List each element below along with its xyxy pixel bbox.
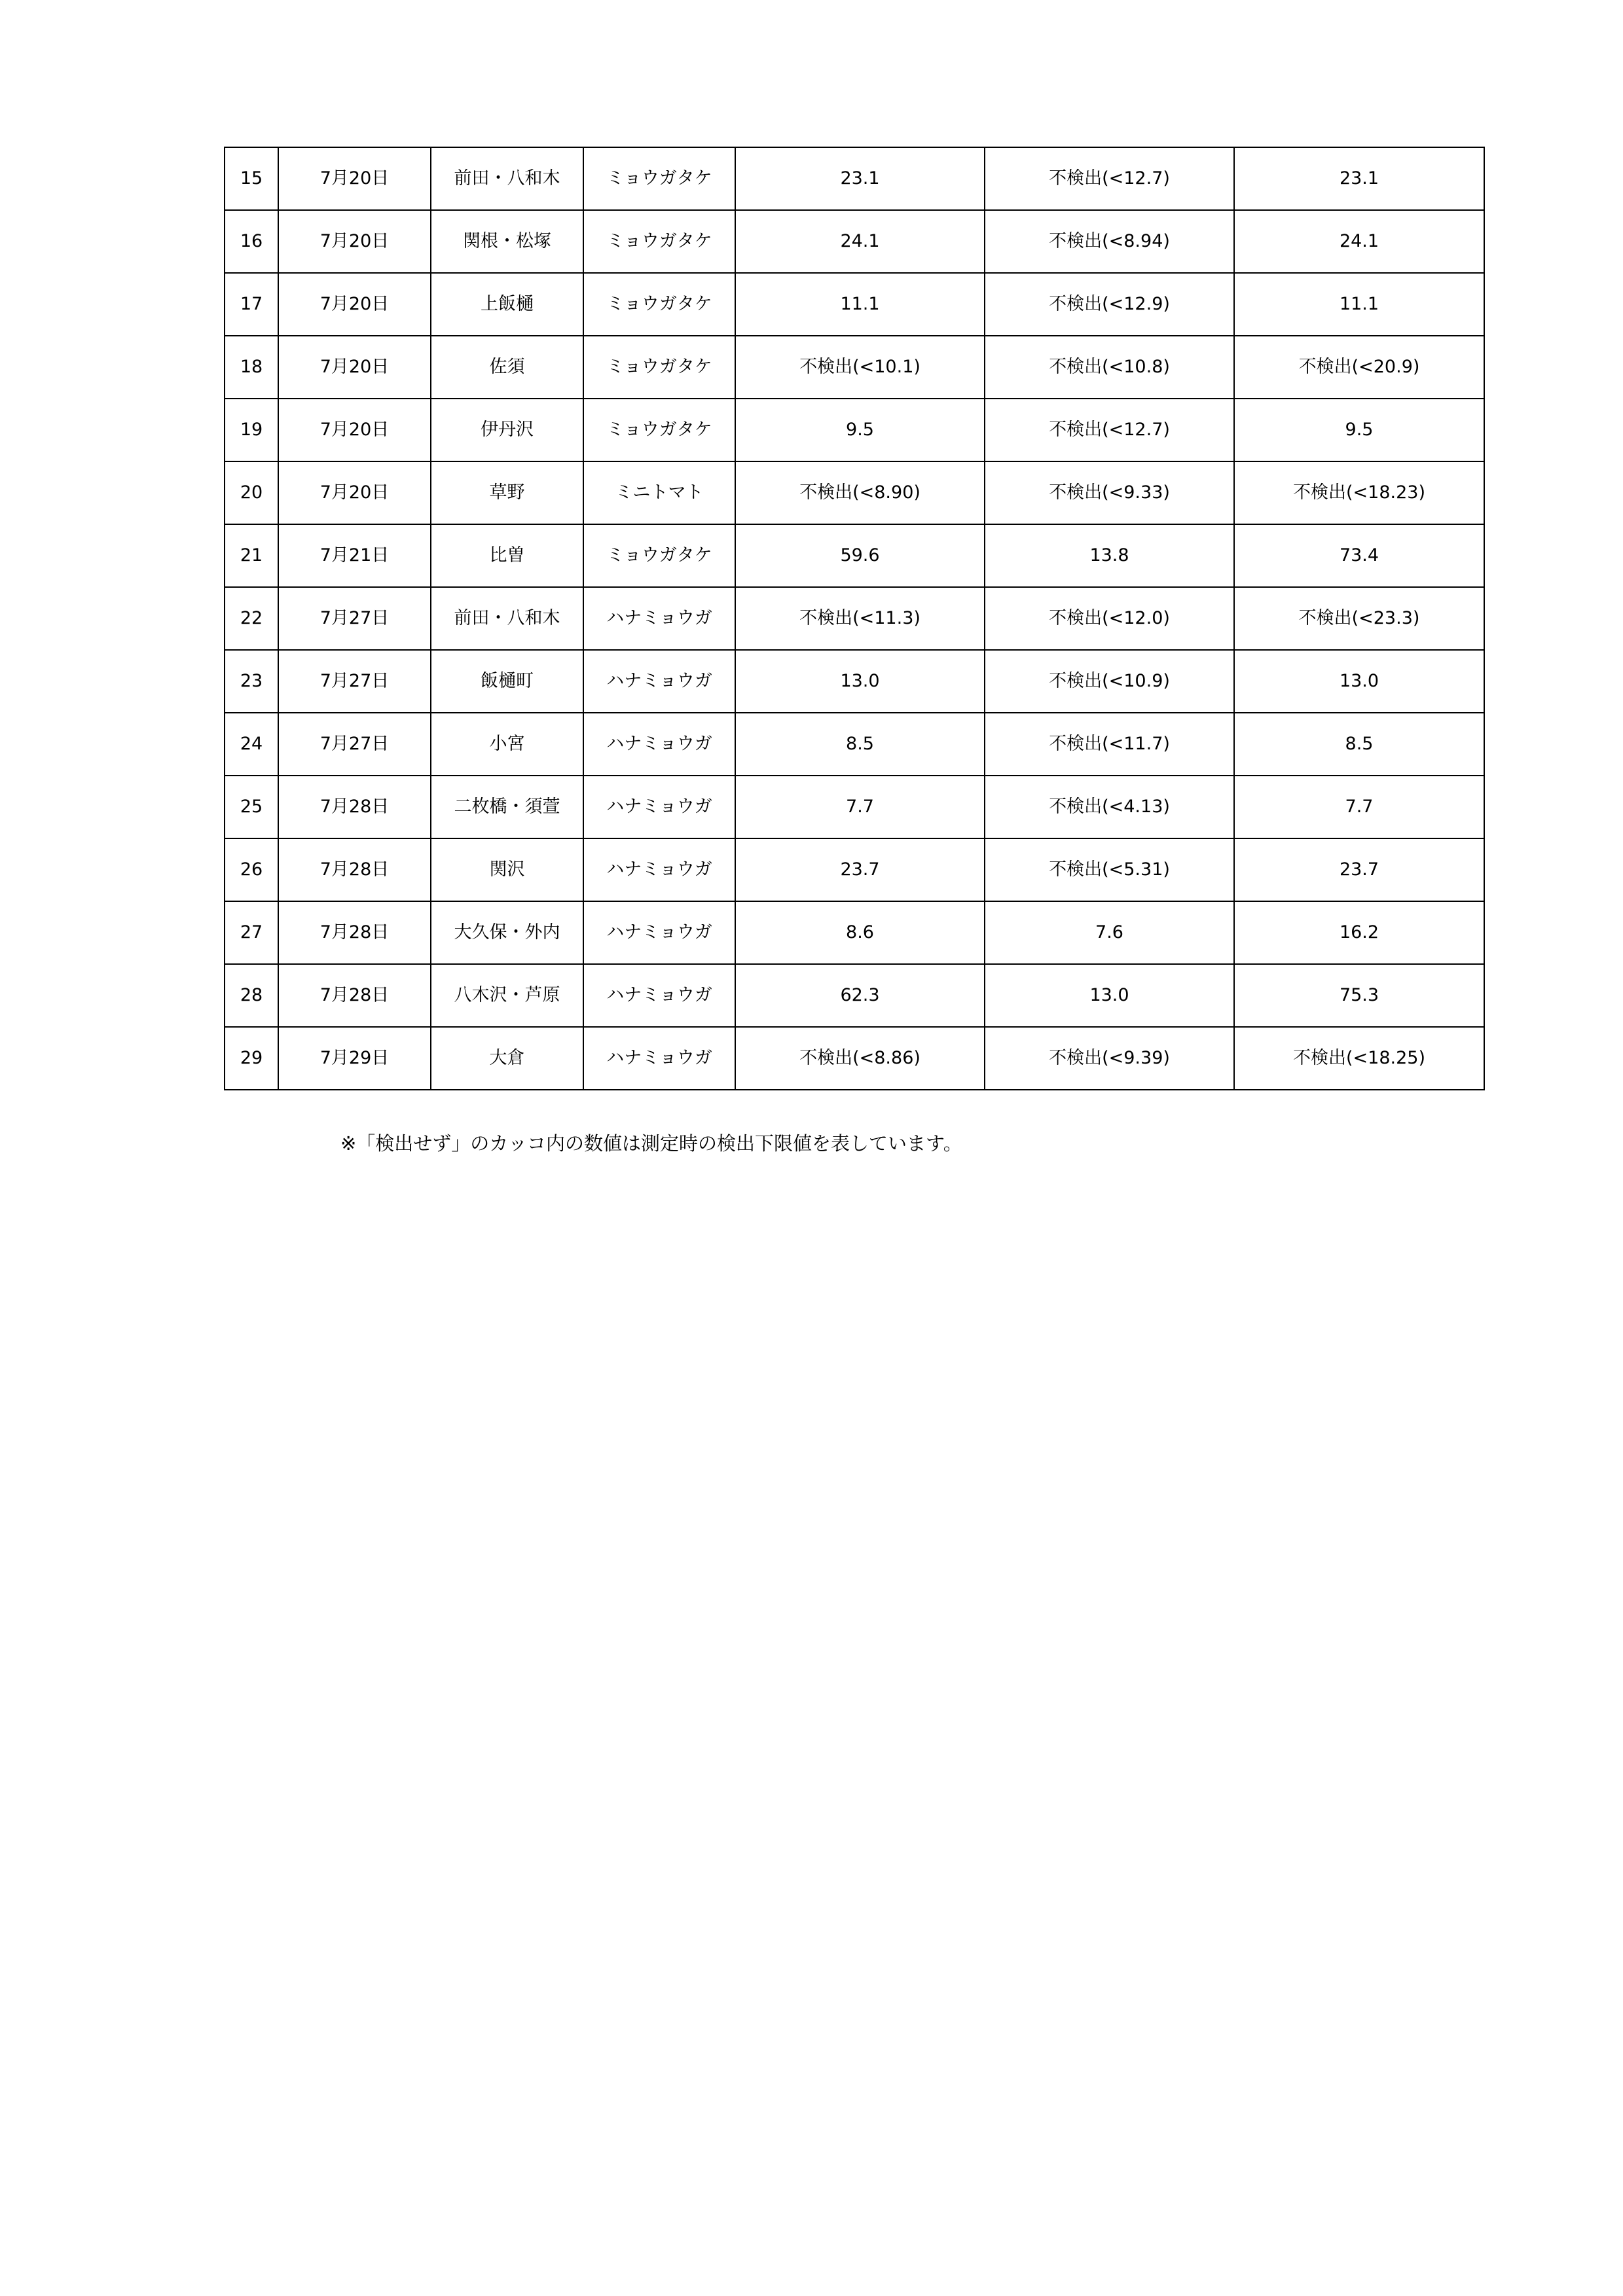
row-number-cell: 25 bbox=[225, 776, 278, 838]
total-cell: 23.7 bbox=[1234, 838, 1484, 901]
date-cell: 7月28日 bbox=[278, 964, 431, 1027]
table-row bbox=[225, 336, 1484, 399]
date-cell: 7月20日 bbox=[278, 399, 431, 461]
location-cell: 前田・八和木 bbox=[431, 147, 583, 210]
value-2-cell: 不検出(<12.0) bbox=[985, 587, 1234, 650]
value-1-cell: 不検出(<11.3) bbox=[735, 587, 985, 650]
date-cell: 7月20日 bbox=[278, 336, 431, 399]
total-cell: 不検出(<18.25) bbox=[1234, 1027, 1484, 1090]
date-cell: 7月28日 bbox=[278, 776, 431, 838]
row-number-cell: 18 bbox=[225, 336, 278, 399]
value-2-cell: 不検出(<12.9) bbox=[985, 273, 1234, 336]
value-1-cell: 11.1 bbox=[735, 273, 985, 336]
item-cell: ミョウガタケ bbox=[583, 273, 735, 336]
location-cell: 小宮 bbox=[431, 713, 583, 776]
date-cell: 7月27日 bbox=[278, 713, 431, 776]
total-cell: 24.1 bbox=[1234, 210, 1484, 273]
total-cell: 不検出(<20.9) bbox=[1234, 336, 1484, 399]
value-1-cell: 24.1 bbox=[735, 210, 985, 273]
date-cell: 7月27日 bbox=[278, 650, 431, 713]
total-cell: 11.1 bbox=[1234, 273, 1484, 336]
value-2-cell: 不検出(<4.13) bbox=[985, 776, 1234, 838]
table-row bbox=[225, 776, 1484, 838]
item-cell: ミョウガタケ bbox=[583, 399, 735, 461]
row-number-cell: 24 bbox=[225, 713, 278, 776]
table-row bbox=[225, 838, 1484, 901]
item-cell: ハナミョウガ bbox=[583, 650, 735, 713]
value-2-cell: 不検出(<11.7) bbox=[985, 713, 1234, 776]
total-cell: 7.7 bbox=[1234, 776, 1484, 838]
row-number-cell: 16 bbox=[225, 210, 278, 273]
table-row bbox=[225, 713, 1484, 776]
location-cell: 前田・八和木 bbox=[431, 587, 583, 650]
table-row bbox=[225, 273, 1484, 336]
item-cell: ハナミョウガ bbox=[583, 964, 735, 1027]
value-1-cell: 9.5 bbox=[735, 399, 985, 461]
table-row bbox=[225, 650, 1484, 713]
location-cell: 伊丹沢 bbox=[431, 399, 583, 461]
total-cell: 13.0 bbox=[1234, 650, 1484, 713]
row-number-cell: 23 bbox=[225, 650, 278, 713]
total-cell: 不検出(<18.23) bbox=[1234, 461, 1484, 524]
location-cell: 大倉 bbox=[431, 1027, 583, 1090]
row-number-cell: 21 bbox=[225, 524, 278, 587]
value-2-cell: 不検出(<5.31) bbox=[985, 838, 1234, 901]
value-2-cell: 不検出(<10.8) bbox=[985, 336, 1234, 399]
table-row bbox=[225, 399, 1484, 461]
total-cell: 9.5 bbox=[1234, 399, 1484, 461]
value-2-cell: 不検出(<12.7) bbox=[985, 399, 1234, 461]
date-cell: 7月29日 bbox=[278, 1027, 431, 1090]
total-cell: 8.5 bbox=[1234, 713, 1484, 776]
table-row bbox=[225, 461, 1484, 524]
item-cell: ハナミョウガ bbox=[583, 776, 735, 838]
total-cell: 73.4 bbox=[1234, 524, 1484, 587]
row-number-cell: 28 bbox=[225, 964, 278, 1027]
row-number-cell: 20 bbox=[225, 461, 278, 524]
item-cell: ミニトマト bbox=[583, 461, 735, 524]
location-cell: 上飯樋 bbox=[431, 273, 583, 336]
table-row bbox=[225, 210, 1484, 273]
row-number-cell: 22 bbox=[225, 587, 278, 650]
table-row bbox=[225, 147, 1484, 210]
total-cell: 16.2 bbox=[1234, 901, 1484, 964]
location-cell: 比曽 bbox=[431, 524, 583, 587]
total-cell: 75.3 bbox=[1234, 964, 1484, 1027]
table-row bbox=[225, 901, 1484, 964]
table-row bbox=[225, 587, 1484, 650]
date-cell: 7月28日 bbox=[278, 838, 431, 901]
date-cell: 7月20日 bbox=[278, 210, 431, 273]
value-1-cell: 7.7 bbox=[735, 776, 985, 838]
value-1-cell: 不検出(<8.86) bbox=[735, 1027, 985, 1090]
item-cell: ハナミョウガ bbox=[583, 901, 735, 964]
location-cell: 飯樋町 bbox=[431, 650, 583, 713]
table-row bbox=[225, 964, 1484, 1027]
row-number-cell: 17 bbox=[225, 273, 278, 336]
value-2-cell: 13.8 bbox=[985, 524, 1234, 587]
value-1-cell: 不検出(<10.1) bbox=[735, 336, 985, 399]
row-number-cell: 19 bbox=[225, 399, 278, 461]
item-cell: ミョウガタケ bbox=[583, 336, 735, 399]
location-cell: 八木沢・芦原 bbox=[431, 964, 583, 1027]
value-1-cell: 不検出(<8.90) bbox=[735, 461, 985, 524]
date-cell: 7月20日 bbox=[278, 273, 431, 336]
value-2-cell: 不検出(<10.9) bbox=[985, 650, 1234, 713]
item-cell: ミョウガタケ bbox=[583, 524, 735, 587]
total-cell: 23.1 bbox=[1234, 147, 1484, 210]
value-2-cell: 不検出(<9.33) bbox=[985, 461, 1234, 524]
item-cell: ミョウガタケ bbox=[583, 147, 735, 210]
value-2-cell: 7.6 bbox=[985, 901, 1234, 964]
value-1-cell: 23.1 bbox=[735, 147, 985, 210]
date-cell: 7月20日 bbox=[278, 147, 431, 210]
value-1-cell: 8.6 bbox=[735, 901, 985, 964]
value-2-cell: 不検出(<12.7) bbox=[985, 147, 1234, 210]
location-cell: 大久保・外内 bbox=[431, 901, 583, 964]
date-cell: 7月21日 bbox=[278, 524, 431, 587]
results-table bbox=[224, 147, 1485, 1090]
footnote: ※「検出せず」のカッコ内の数値は測定時の検出下限値を表しています。 bbox=[340, 1132, 962, 1155]
value-1-cell: 13.0 bbox=[735, 650, 985, 713]
item-cell: ミョウガタケ bbox=[583, 210, 735, 273]
row-number-cell: 29 bbox=[225, 1027, 278, 1090]
row-number-cell: 27 bbox=[225, 901, 278, 964]
table-row bbox=[225, 1027, 1484, 1090]
item-cell: ハナミョウガ bbox=[583, 838, 735, 901]
results-table-body bbox=[225, 147, 1484, 1090]
location-cell: 関根・松塚 bbox=[431, 210, 583, 273]
total-cell: 不検出(<23.3) bbox=[1234, 587, 1484, 650]
value-1-cell: 23.7 bbox=[735, 838, 985, 901]
item-cell: ハナミョウガ bbox=[583, 1027, 735, 1090]
date-cell: 7月20日 bbox=[278, 461, 431, 524]
row-number-cell: 15 bbox=[225, 147, 278, 210]
value-1-cell: 62.3 bbox=[735, 964, 985, 1027]
date-cell: 7月28日 bbox=[278, 901, 431, 964]
table-row bbox=[225, 524, 1484, 587]
location-cell: 二枚橋・須萱 bbox=[431, 776, 583, 838]
value-2-cell: 不検出(<9.39) bbox=[985, 1027, 1234, 1090]
date-cell: 7月27日 bbox=[278, 587, 431, 650]
value-2-cell: 13.0 bbox=[985, 964, 1234, 1027]
row-number-cell: 26 bbox=[225, 838, 278, 901]
value-1-cell: 8.5 bbox=[735, 713, 985, 776]
item-cell: ハナミョウガ bbox=[583, 587, 735, 650]
value-2-cell: 不検出(<8.94) bbox=[985, 210, 1234, 273]
location-cell: 関沢 bbox=[431, 838, 583, 901]
location-cell: 佐須 bbox=[431, 336, 583, 399]
item-cell: ハナミョウガ bbox=[583, 713, 735, 776]
location-cell: 草野 bbox=[431, 461, 583, 524]
value-1-cell: 59.6 bbox=[735, 524, 985, 587]
